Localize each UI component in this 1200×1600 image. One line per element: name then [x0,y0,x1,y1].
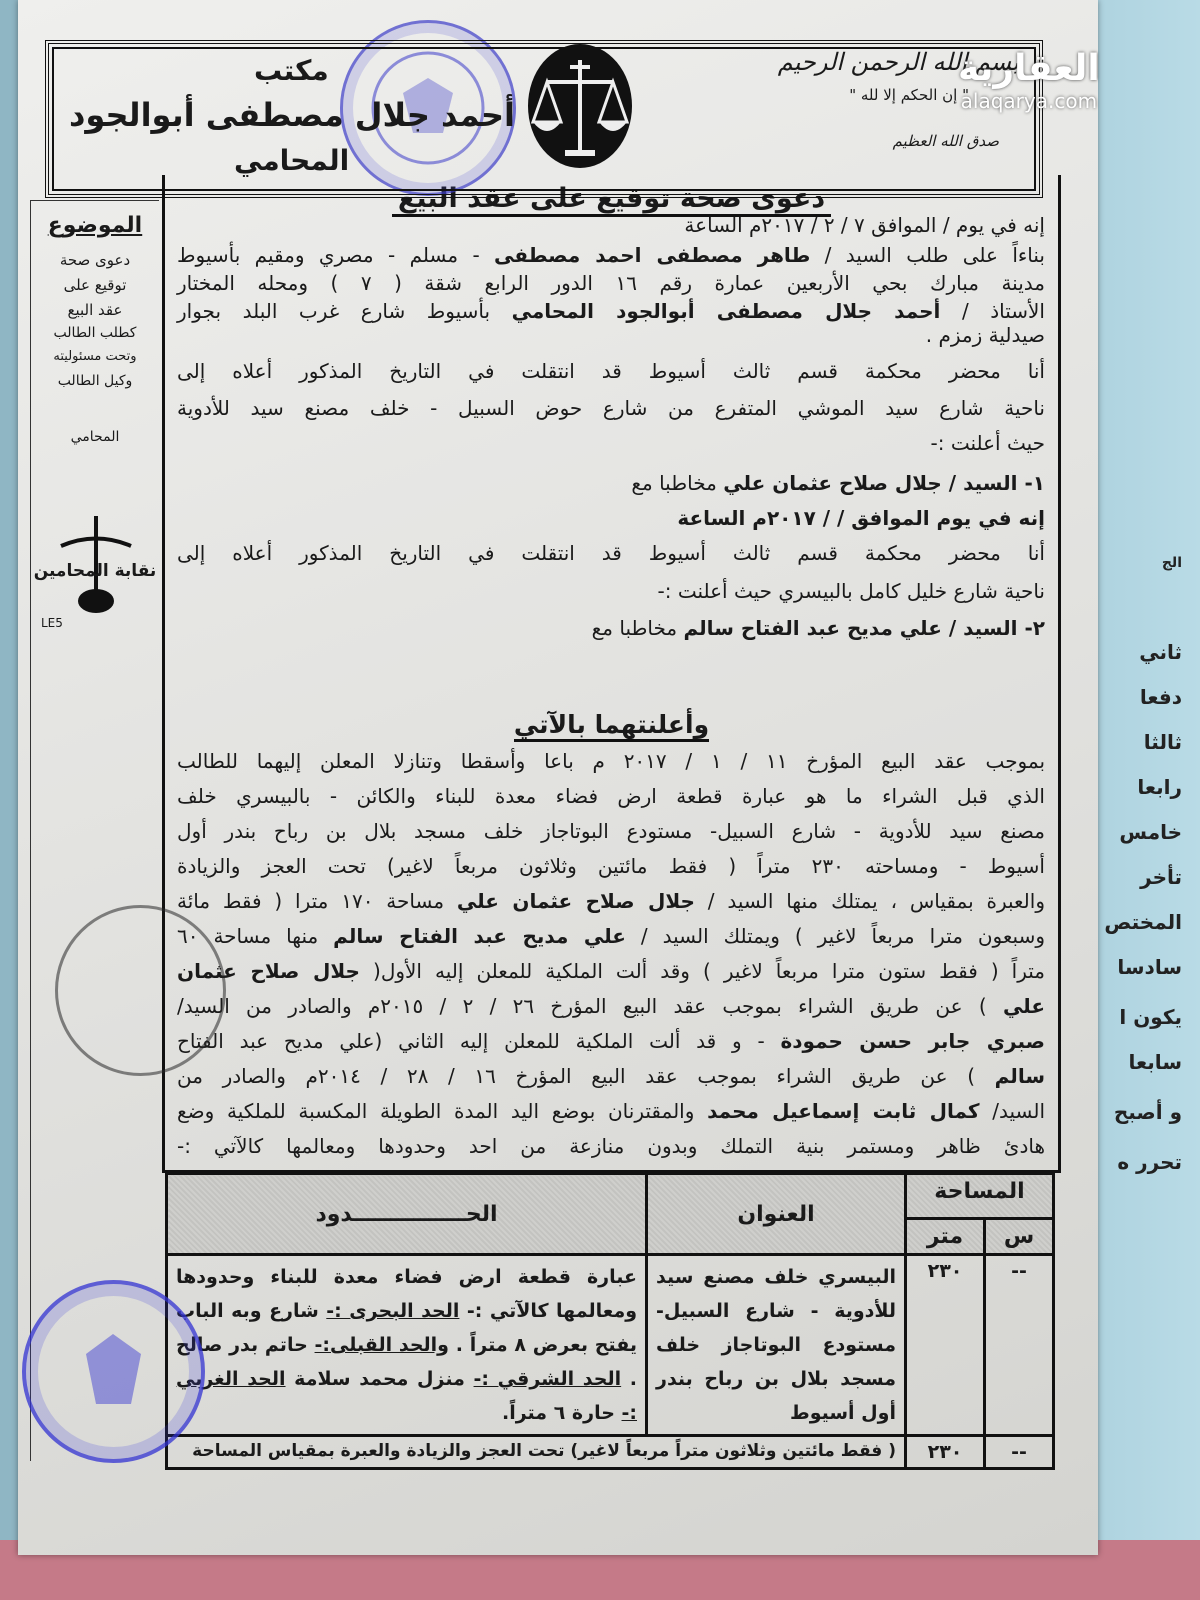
text-line [177,819,1045,843]
text-segment: مخاطبا مع [591,616,684,640]
text-segment: الأستاذ / [940,299,1045,323]
letterhead [45,40,1043,198]
under-text: سابعا [1128,1050,1182,1074]
logo-code: LE5 [41,616,63,630]
bounds-header: الحـــــــــــــــدود [167,1174,647,1255]
text-segment: إنه في يوم / الموافق ٧ / ٢ / ٢٠١٧م الساعة [684,213,1045,237]
total-text: ( فقط مائتين وثلاثون متراً مربعاً لاغير) تحت العجز والزيادة والعبرة بمقياس المساحة [167,1436,906,1469]
south-bound: حاتم بدر صالح . [176,1334,637,1390]
under-text: ثاني [1139,640,1182,664]
bold-name: علي مديح عبد الفتاح سالم [333,924,626,948]
row-area-m: ٢٣٠ [906,1255,985,1436]
bold-name: ١- السيد / جلال صلاح عثمان علي [723,471,1045,495]
text-line [177,243,1045,267]
lawyer-title: المحامي [234,144,350,177]
office-label: مكتب [254,54,329,87]
text-segment: بناءاً على طلب السيد / [810,243,1046,267]
text-segment: ) عن طريق الشراء بموجب عقد البيع المؤرخ ٢٦ / ٢ / ٢٠١٥م والصادر من السيد/ [177,994,1003,1018]
verse: " إن الحكم إلا لله " [849,86,969,104]
subject-line: وتحت مسئوليته [53,349,137,364]
subject-line: توقيع على [63,276,127,294]
text-segment: مدينة مبارك بحي الأربعين عمارة رقم ١٦ الدور الرابع شقة ( ٧ ) ومحله المختار [177,271,1045,295]
area-m-header: متر [906,1219,985,1255]
text-segment: بأسيوط شارع غرب البلد بجوار [177,299,512,323]
under-text: خامس [1119,820,1182,844]
under-text: سادسا [1117,955,1182,979]
property-table [165,1172,1055,1470]
bold-name: ٢- السيد / علي مديح عبد الفتاح سالم [683,616,1045,640]
under-text: دفعا [1139,685,1182,709]
text-segment: أنا محضر محكمة قسم ثالث أسيوط قد انتقلت في التاريخ المذكور أعلاه إلى [177,541,1045,565]
text-line [177,579,1045,603]
text-segment: منها مساحة ٦٠ [177,924,334,948]
subject-line: المحامي [70,429,120,445]
text-segment: والمقترنان بوضع اليد المدة الطويلة المكسبة للملكية وضع [177,1099,708,1123]
bold-name: سالم [994,1064,1045,1088]
text-segment: حيث أعلنت :- [930,431,1045,455]
text-line [177,1134,1045,1158]
text-segment: الذي قبل الشراء ما هو عبارة قطعة ارض فضاء معدة للبناء والكائن - بالبيسري خلف [177,784,1045,808]
under-text: يكون ا [1119,1005,1182,1029]
text-line [177,359,1045,383]
east-bound: منزل محمد سلامة [285,1368,474,1390]
text-line [177,471,1045,495]
bold-name: إنه في يوم الموافق / / ٢٠١٧م الساعة [677,506,1045,530]
watermark-url: alaqarya.com [960,89,1098,113]
text-line [177,854,1045,878]
text-line [177,271,1045,295]
row-area-s: -- [985,1255,1054,1436]
east-label: الحد الشرقي :- [473,1368,622,1390]
text-line [177,749,1045,773]
lawyer-name: أحمد جلال مصطفى أبوالجود [69,96,516,134]
document-body [162,175,1061,1173]
section-heading [165,710,1058,739]
text-segment: والعبرة بمقياس ، يمتلك منها السيد / [694,889,1045,913]
bold-name: علي [1002,994,1045,1018]
document-title-text: دعوى صحة توقيع على عقد البيع [392,183,831,217]
bold-name: صبري جابر حسن حمودة [780,1029,1045,1053]
text-line [177,506,1045,530]
text-segment: متراً ( فقط ستون مترا مربعاً لاغير ) وقد ألت الملكية للمعلن إليه الأول( [359,959,1045,983]
under-text: تحرر ه [1117,1150,1182,1174]
text-line [177,1064,1045,1088]
under-text: الج [1161,555,1182,571]
text-segment: مصنع سيد للأدوية - شارع السبيل- مستودع البوتاجاز خلف مسجد بلال بن رباح بندر أول [177,819,1045,843]
eagle-emblem-icon [26,1284,201,1459]
text-line [177,616,1045,640]
text-segment: أنا محضر محكمة قسم ثالث أسيوط قد انتقلت في التاريخ المذكور أعلاه إلى [177,359,1045,383]
under-text: رابعا [1137,775,1182,799]
text-line [177,959,1045,983]
subject-sidebar [30,200,159,1461]
text-line [177,213,1045,237]
subject-line: وكيل الطالب [57,373,133,389]
under-text: تأخر [1140,865,1182,889]
text-line [177,784,1045,808]
text-segment: - و قد ألت الملكية للمعلن إليه الثاني (علي مديح عبد الفتاح [177,1029,781,1053]
text-line [177,323,1045,347]
subject-line: كطلب الطالب [53,325,137,341]
text-segment: وسبعون مترا مربعاً لاغير ) ويمتلك السيد / [625,924,1045,948]
under-text: و أصبح [1113,1100,1182,1124]
court-stamp [55,905,226,1076]
text-line [177,889,1045,913]
text-line [177,1029,1045,1053]
text-segment: صيدلية زمزم . [925,323,1045,347]
west-label: الحد الغربي :- [176,1368,637,1424]
bounds-intro: عبارة قطعة ارض فضاء معدة للبناء وحدودها ومعالمها كالآتي :- [176,1266,638,1322]
text-segment: بموجب عقد البيع المؤرخ ١١ / ١ / ٢٠١٧ م باعا وأسقطا وتنازلا المعلن إليهما للطالب [177,749,1046,773]
row-bounds [167,1255,647,1436]
total-area-m: ٢٣٠ [906,1436,985,1469]
text-line [177,994,1045,1018]
text-segment: مخاطبا مع [631,471,724,495]
west-bound: حارة ٦ متراً. [502,1402,622,1424]
text-segment: ناحية شارع خليل كامل بالبيسري حيث أعلنت :- [657,579,1045,603]
text-segment: مساحة ١٧٠ مترا ( فقط مائة [177,889,457,913]
subject-heading: الموضوع [47,213,143,238]
text-line [177,299,1045,323]
total-area-s: -- [985,1436,1054,1469]
text-segment: ) عن طريق الشراء بموجب عقد البيع المؤرخ ١٦ / ٢٨ / ٢٠١٤م والصادر من [177,1064,995,1088]
text-line [177,431,1045,455]
text-segment: أسيوط - ومساحته ٢٣٠ متراً ( فقط مائتين وثلاثون مربعاً لاغير) تحت العجز والزيادة [177,854,1045,878]
under-text: ثالثا [1143,730,1182,754]
basmala: بسم الله الرحمن الرحيم [777,48,1019,76]
bold-name: طاهر مصطفى احمد مصطفى [494,243,811,267]
text-segment: هادئ ظاهر ومستمر بنية التملك وبدون منازعة من احد وحدودها ومعالمها كالآتي :- [177,1134,1045,1158]
text-line [177,396,1045,420]
address-header: العنوان [647,1174,906,1255]
bold-name: أحمد جلال مصطفى أبوالجود المحامي [511,299,941,323]
text-line [177,924,1045,948]
bold-name: جلال صلاح عثمان علي [456,889,695,913]
text-line [177,1099,1045,1123]
bold-name: كمال ثابت إسماعيل محمد [707,1099,980,1123]
text-segment: - مسلم - مصري ومقيم بأسيوط [177,243,495,267]
watermark-logo [958,48,1100,113]
bold-name: جلال صلاح عثمان [177,959,360,983]
north-label: الحد البحرى :- [326,1300,460,1322]
watermark-brand: العقارية [958,48,1100,89]
section-heading-text: وأعلنتهما بالآتي [514,710,709,742]
area-s-header: س [985,1219,1054,1255]
north-bound: شارع وبه الباب يفتح بعرض ٨ متراً . [176,1300,637,1356]
text-segment: السيد/ [979,1099,1046,1123]
row-address: البيسري خلف مصنع سيد للأدوية - شارع السبيل- مستودع البوتاجاز خلف مسجد بلال بن رباح بندر أول أسيوط [647,1255,906,1436]
ministry-stamp [22,1280,205,1463]
area-header: المساحة [906,1174,1054,1219]
text-line [177,541,1045,565]
bar-association-name: نقابة المحامين [33,561,157,581]
under-text: المختص [1104,910,1182,934]
south-label: والحد القبلى:- [314,1334,449,1356]
sadaq: صدق الله العظيم [892,132,999,150]
subject-line: دعوى صحة [59,251,131,269]
text-segment: ناحية شارع سيد الموشي المتفرع من شارع حوض السبيل - خلف مصنع سيد للأدوية [177,396,1045,420]
subject-line: عقد البيع [67,301,123,319]
